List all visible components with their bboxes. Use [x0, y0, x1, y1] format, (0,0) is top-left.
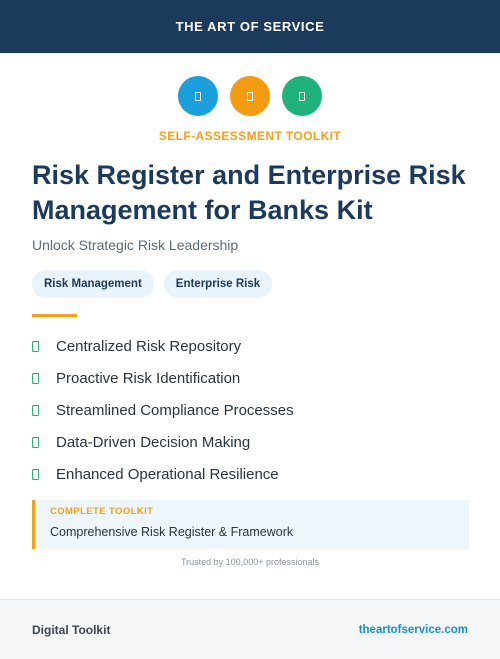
feature-item — [32, 426, 294, 458]
document-icon — [178, 76, 218, 116]
trust-line: Trusted by 100,000+ professionals — [180, 557, 319, 567]
footer-label: Digital Toolkit — [32, 622, 111, 637]
feature-item — [32, 394, 294, 426]
check-icon — [32, 469, 39, 480]
tag-risk-management: Risk Management — [32, 270, 154, 298]
clipboard-icon-glyph — [247, 92, 253, 101]
feature-item — [32, 362, 294, 394]
check-icon — [32, 341, 39, 352]
feature-item — [32, 458, 294, 490]
toolkit-callout — [32, 500, 469, 549]
feature-list — [32, 330, 294, 490]
check-icon — [32, 373, 39, 384]
check-icon — [32, 437, 39, 448]
page-title: Risk Register and Enterprise Risk Management for Banks Kit — [32, 160, 466, 225]
icon-row — [0, 76, 500, 116]
feature-label: Data-Driven Decision Making — [56, 433, 251, 451]
brand-title: THE ART OF SERVICE — [175, 19, 325, 34]
page-subtitle: Unlock Strategic Risk Leadership — [32, 237, 239, 253]
feature-label: Streamlined Compliance Processes — [56, 401, 294, 419]
feature-label: Proactive Risk Identification — [56, 369, 241, 387]
feature-label: Enhanced Operational Resilience — [56, 465, 279, 483]
feature-item — [32, 330, 294, 362]
clipboard-icon — [230, 76, 270, 116]
chart-icon — [282, 76, 322, 116]
check-icon — [32, 405, 39, 416]
callout-kicker: COMPLETE TOOLKIT — [50, 506, 154, 517]
website-link[interactable]: theartofservice.com — [358, 623, 468, 636]
feature-label: Centralized Risk Repository — [56, 337, 242, 355]
toolkit-kicker: SELF-ASSESSMENT TOOLKIT — [158, 129, 342, 143]
tag-list — [32, 270, 272, 298]
chart-icon-glyph — [299, 92, 305, 101]
document-icon-glyph — [195, 92, 201, 101]
callout-text: Comprehensive Risk Register & Framework — [50, 525, 294, 539]
tag-enterprise-risk: Enterprise Risk — [164, 270, 272, 298]
header-bar — [0, 0, 500, 53]
footer-bar — [0, 599, 500, 659]
accent-divider — [32, 314, 77, 317]
